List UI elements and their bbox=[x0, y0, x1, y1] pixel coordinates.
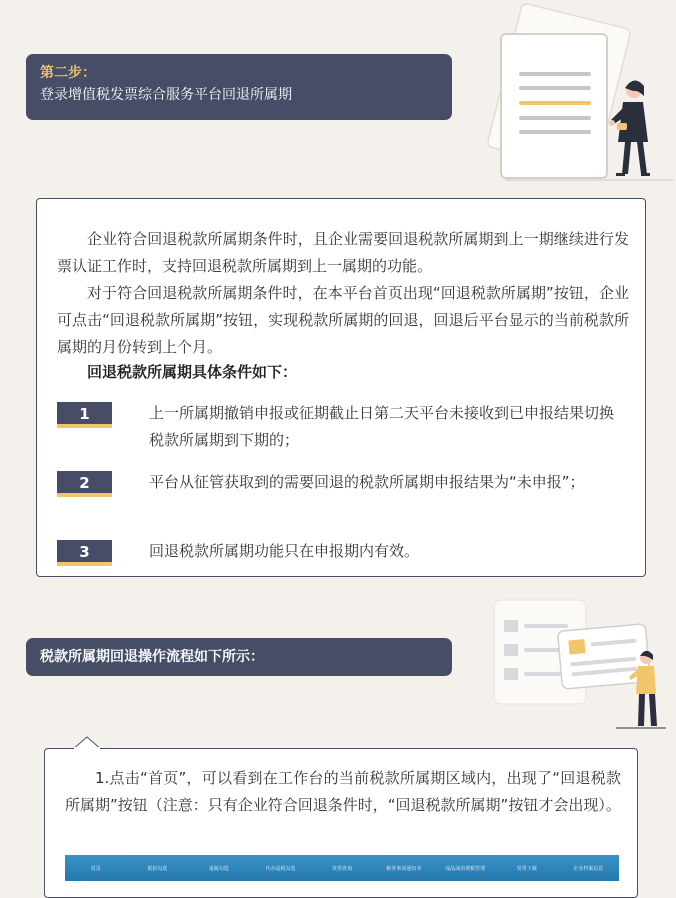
step1-text: 1.点击“首页”，可以看到在工作台的当前税款所属期区域内，出现了“回退税款所属期”按钮（注意：只有企业符合回退条件时，“回退税款所属期”按钮才会出现）。 bbox=[65, 769, 621, 814]
document-person-illustration bbox=[465, 2, 675, 182]
cards-person-illustration bbox=[488, 596, 668, 731]
card-illustration bbox=[558, 624, 651, 689]
nav-item: 抵扣勾选 bbox=[147, 865, 168, 872]
conditions-card bbox=[36, 198, 646, 577]
condition-text: 平台从征管获取到的需要回退的税款所属期申报结果为“未申报”； bbox=[149, 473, 585, 491]
nav-item: 成品油消费税管理 bbox=[445, 865, 486, 872]
condition-text: 上一所属期撤销申报或征期截止日第二天平台未接收到已申报结果切换税款所属期到下期的； bbox=[149, 404, 615, 449]
pointer-mask bbox=[73, 747, 101, 750]
paper-front-illustration bbox=[501, 34, 607, 178]
intro-paragraph-1: 企业符合回退税款所属期条件时，且企业需要回退税款所属期到上一期继续进行发票认证工作时，支持回退税款所属期到上一属期的功能。 bbox=[57, 230, 629, 275]
flow-banner: 税款所属期回退操作流程如下所示： bbox=[26, 638, 452, 676]
nav-item: 代办退税勾选 bbox=[265, 865, 296, 872]
intro-paragraph-2: 对于符合回退税款所属期条件时，在本平台首页出现“回退税款所属期”按钮，企业可点击“回退税款所属期”按钮，实现税款所属期的回退，回退后平台显示的当前税款所属期的月份转到上个月。 bbox=[57, 284, 629, 356]
condition-number-badge: 2 bbox=[57, 471, 112, 497]
nav-item: 发票下载 bbox=[516, 865, 537, 872]
platform-navbar-screenshot bbox=[65, 855, 619, 881]
nav-item: 企业档案信息 bbox=[573, 865, 604, 872]
condition-number-badge: 3 bbox=[57, 540, 112, 566]
step-title: 第二步： bbox=[40, 65, 96, 81]
step-banner bbox=[26, 54, 452, 120]
conditions-heading: 回退税款所属期具体条件如下： bbox=[87, 363, 298, 381]
nav-item: 首页 bbox=[90, 865, 101, 872]
nav-item: 发票查询 bbox=[332, 865, 353, 872]
step-subtitle: 登录增值税发票综合服务平台回退所属期 bbox=[40, 87, 292, 103]
condition-text: 回退税款所属期功能只在申报期内有效。 bbox=[149, 542, 420, 560]
condition-number-badge: 1 bbox=[57, 402, 112, 428]
nav-item: 退税勾选 bbox=[208, 865, 229, 872]
nav-item: 税务事项通知书 bbox=[386, 865, 422, 872]
step1-card bbox=[44, 748, 638, 898]
